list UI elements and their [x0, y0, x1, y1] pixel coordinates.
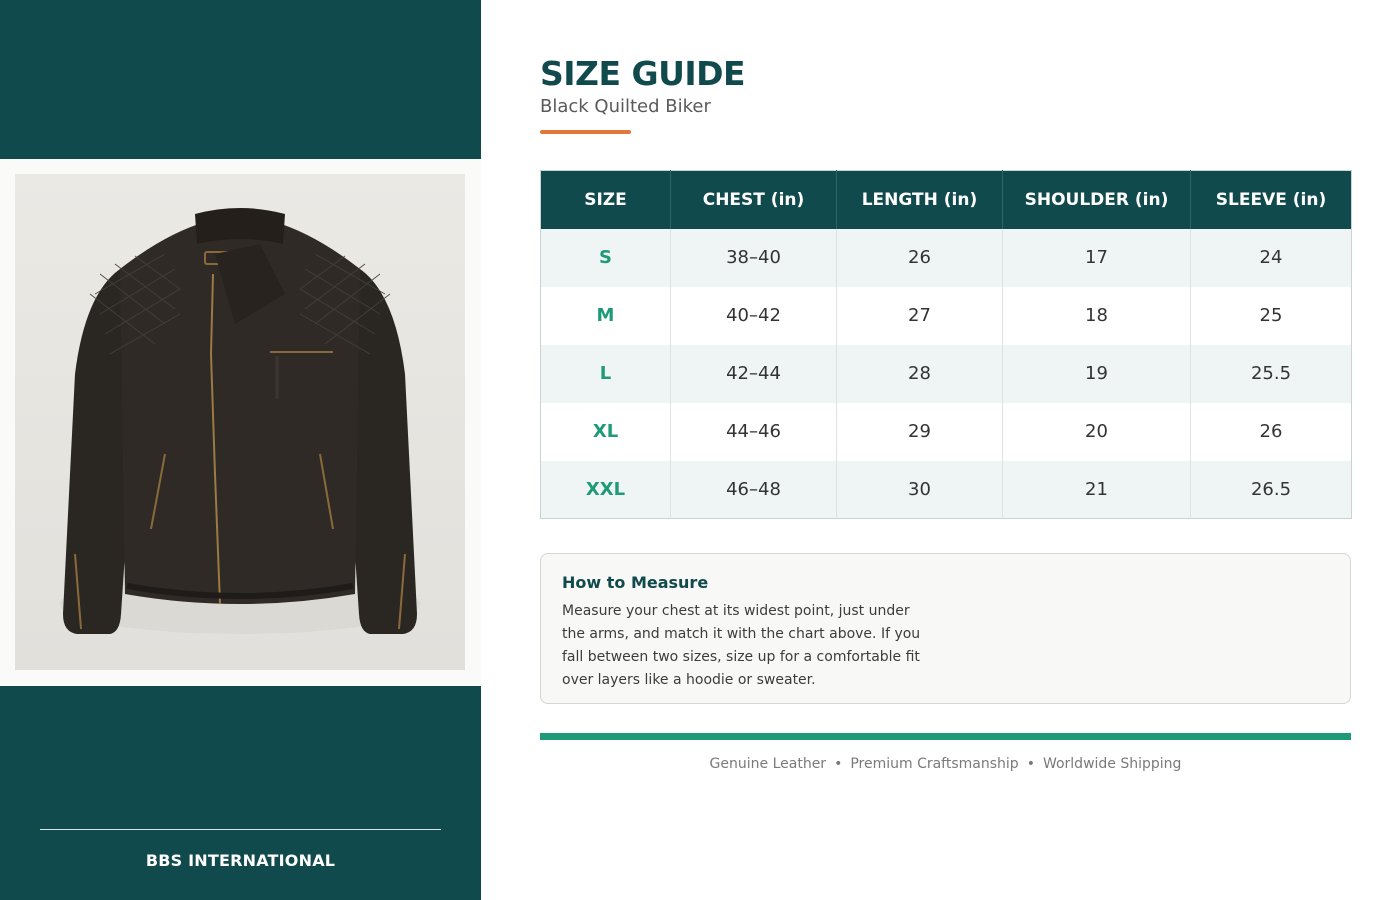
footer-separator: • [1026, 756, 1035, 772]
sleeve-cell: 24 [1191, 229, 1352, 287]
size-cell: XL [541, 403, 671, 461]
sleeve-cell: 26 [1191, 403, 1352, 461]
chest-cell: 38–40 [671, 229, 837, 287]
brand-name: BBS INTERNATIONAL [145, 851, 336, 870]
shoulder-cell: 20 [1003, 403, 1191, 461]
header-length: LENGTH (in) [837, 171, 1003, 229]
shoulder-cell: 18 [1003, 287, 1191, 345]
title-accent-bar [540, 130, 631, 134]
left-panel [0, 0, 481, 900]
length-cell: 26 [837, 229, 1003, 287]
product-photo [15, 174, 465, 670]
header-sleeve: SLEEVE (in) [1191, 171, 1352, 229]
table-row [541, 345, 1352, 403]
table-row [541, 461, 1352, 519]
length-cell: 27 [837, 287, 1003, 345]
sleeve-cell: 25.5 [1191, 345, 1352, 403]
table-header-row [541, 171, 1352, 229]
length-cell: 28 [837, 345, 1003, 403]
footer-item-craftsmanship: Premium Craftsmanship [850, 756, 1019, 772]
chest-cell: 44–46 [671, 403, 837, 461]
footer-tagline [540, 756, 1351, 772]
table-row [541, 287, 1352, 345]
header-chest: CHEST (in) [671, 171, 837, 229]
size-cell: S [541, 229, 671, 287]
jacket-illustration [15, 174, 465, 670]
how-to-measure-box [540, 553, 1351, 704]
chest-cell: 42–44 [671, 345, 837, 403]
shoulder-cell: 17 [1003, 229, 1191, 287]
shoulder-cell: 19 [1003, 345, 1191, 403]
footer-item-shipping: Worldwide Shipping [1042, 756, 1182, 772]
sleeve-cell: 25 [1191, 287, 1352, 345]
footer-item-leather: Genuine Leather [709, 756, 827, 772]
size-cell: L [541, 345, 671, 403]
shoulder-cell: 21 [1003, 461, 1191, 519]
table-row [541, 229, 1352, 287]
size-chart-table [540, 170, 1352, 519]
header-size: SIZE [541, 171, 671, 229]
size-cell: M [541, 287, 671, 345]
header-shoulder: SHOULDER (in) [1003, 171, 1191, 229]
length-cell: 30 [837, 461, 1003, 519]
length-cell: 29 [837, 403, 1003, 461]
brand-divider [40, 829, 441, 830]
table-row [541, 403, 1352, 461]
product-photo-frame [0, 159, 481, 686]
size-cell: XXL [541, 461, 671, 519]
chest-cell: 46–48 [671, 461, 837, 519]
chest-cell: 40–42 [671, 287, 837, 345]
how-to-measure-text: Measure your chest at its widest point, just under the arms, and match it with the chart above. If you fall between two sizes, size up for a comfortable fit over layers like a hoodie or sweater. [562, 603, 921, 688]
how-to-measure-title: How to Measure [562, 573, 709, 592]
footer-accent-bar [540, 733, 1351, 740]
product-name: Black Quilted Biker [540, 96, 711, 117]
footer-separator: • [834, 756, 843, 772]
sleeve-cell: 26.5 [1191, 461, 1352, 519]
page-title: SIZE GUIDE [540, 54, 746, 93]
